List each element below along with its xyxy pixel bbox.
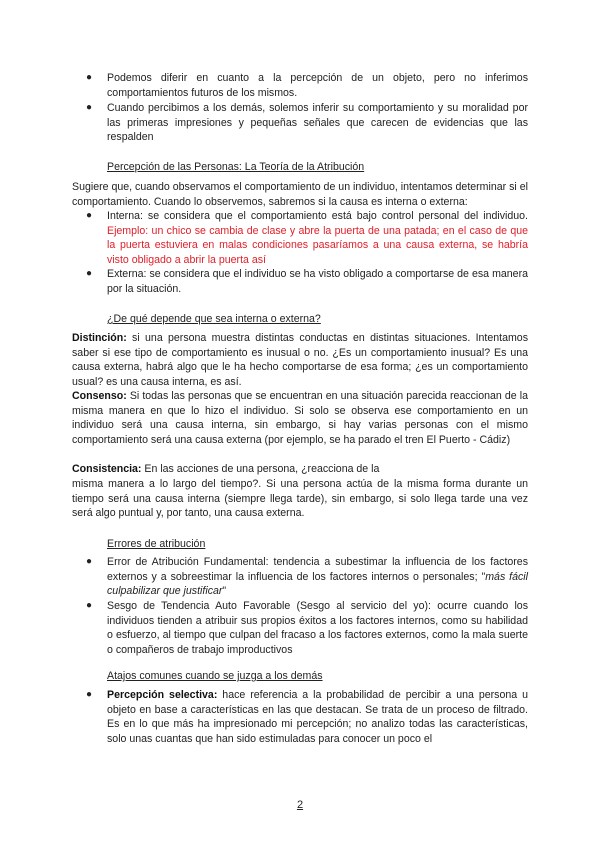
paragraph-consenso (72, 389, 528, 447)
percepcion-selectiva-text: hace referencia a la probabilidad de percibir a una persona u objeto en base a características en las que destacan. Se trata de un proceso de filtrado. Es en lo que más ha impresionado mi percepción; no analizo todas las características, solo unas cuantas que han sido estimuladas para conocer un poco el (107, 689, 528, 745)
error-fundamental-text: Error de Atribución Fundamental: tendencia a subestimar la influencia de los factores externos y a sobreestimar la influencia de los factores internos o personales; " (107, 556, 528, 583)
page-number: 2 (296, 799, 304, 811)
bullet-item-interna (107, 209, 528, 267)
section-heading-errores: Errores de atribución (107, 538, 206, 550)
distincion-label: Distinción: (72, 332, 127, 344)
bullet-item-error-fundamental (107, 555, 528, 599)
atribucion-intro: Sugiere que, cuando observamos el comportamiento de un individuo, intentamos determinar si el comportamiento. Cuando lo observemos, sabremos si la causa es interna o externa: (72, 181, 528, 208)
bullet-item-externa: Externa: se considera que el individuo se ha visto obligado a comportarse de esa manera por la situación. (107, 268, 528, 295)
bullet-dot: ● (86, 556, 93, 567)
interna-text: Interna: se considera que el comportamiento está bajo control personal del individuo. (107, 210, 528, 222)
bullet-item: Podemos diferir en cuanto a la percepción de un objeto, pero no inferimos comportamientos futuros de los mismos. (107, 72, 528, 99)
paragraph-consistencia-cont: misma manera a lo largo del tiempo?. Si una persona actúa de la misma forma durante un tiempo será una causa interna (siempre llega tarde), sin embargo, si solo llega tarde una vez será algo puntual y, por tanto, una causa externa. (72, 478, 528, 520)
section-heading-atajos: Atajos comunes cuando se juzga a los demás (107, 670, 323, 682)
paragraph-consistencia (72, 462, 528, 477)
bullet-dot: ● (86, 268, 93, 279)
bullet-item: Cuando percibimos a los demás, solemos inferir su comportamiento y su moralidad por las primeras impresiones y pequeñas señales que carecen de evidencias que las respalden (107, 102, 528, 144)
interna-example: Ejemplo: un chico se cambia de clase y abre la puerta de una patada; en el caso de que la puerta estuviera en malas condiciones pasaríamos a una causa externa, se habría visto obligado a abrir la puerta así (107, 224, 528, 266)
consenso-text: Si todas las personas que se encuentran en una situación parecida reaccionan de la misma manera en que lo hizo el individuo. Si solo se observa ese comportamiento en un individuo será una causa interna, sin embargo, si hay varias personas con el mismo comportamiento será una causa externa (por ejemplo, se ha parado el tren El Puerto - Cádiz) (72, 390, 528, 446)
section-heading-depende: ¿De qué depende que sea interna o externa? (107, 313, 321, 325)
bullet-item-sesgo: Sesgo de Tendencia Auto Favorable (Sesgo al servicio del yo): ocurre cuando los individuos tienden a atribuir sus propios éxitos a los factores internos, como su habilidad o esfuerzo, al tiempo que culpan del fracaso a los factores externos, como la mala suerte o compañeros de trabajo improductivos (107, 600, 528, 656)
bullet-dot: ● (86, 210, 93, 221)
section-heading-atribucion: Percepción de las Personas: La Teoría de la Atribución (107, 161, 365, 173)
bullet-item-percepcion-selectiva (107, 688, 528, 746)
error-fundamental-quote: más fácil culpabilizar que justificar (107, 570, 529, 598)
bullet-dot: ● (86, 102, 93, 113)
paragraph-distincion (72, 331, 528, 389)
percepcion-selectiva-label: Percepción selectiva: (107, 689, 218, 701)
consistencia-label: Consistencia: (72, 463, 142, 475)
bullet-dot: ● (86, 689, 93, 700)
bullet-dot: ● (86, 600, 93, 611)
distincion-text: si una persona muestra distintas conductas en distintas situaciones. Intentamos saber si ese tipo de comportamiento es inusual o no. ¿Es un comportamiento inusual? Es una causa externa, habrá algo que le ha hecho comportarse de esa forma; ¿es un comportamiento usual? es una causa interna, es así. (72, 332, 528, 388)
consenso-label: Consenso: (72, 390, 127, 402)
consistencia-text: En las acciones de una persona, ¿reacciona de la (141, 463, 380, 475)
bullet-dot: ● (86, 72, 93, 83)
error-fundamental-end: " (222, 585, 227, 598)
